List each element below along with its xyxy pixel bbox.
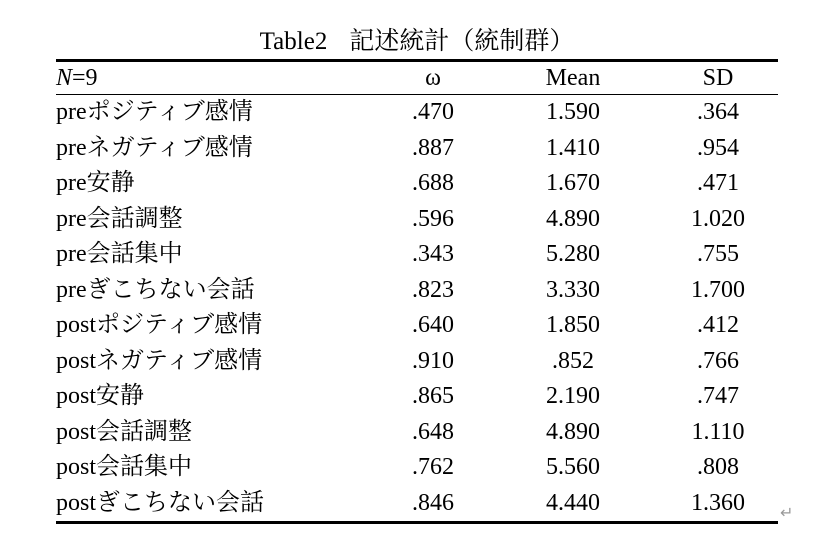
sample-size-header <box>56 61 378 95</box>
table-header <box>56 61 778 95</box>
table-row <box>56 95 778 131</box>
mean-cell: 1.410 <box>546 134 600 161</box>
n-symbol: N <box>56 65 73 91</box>
sd-header: SD <box>658 61 778 95</box>
row-label-cell: postネガティブ感情 <box>56 347 263 374</box>
table-title: 記述統計（統制群） <box>349 28 575 55</box>
sd-cell: .747 <box>697 383 739 409</box>
row-label-cell: postポジティブ感情 <box>56 312 263 338</box>
mean-cell: 5.560 <box>546 454 600 480</box>
sd-cell: 1.110 <box>691 418 745 445</box>
sd-cell: .364 <box>697 99 739 125</box>
omega-cell: .343 <box>412 241 454 267</box>
row-label-cell: pre会話調整 <box>56 205 183 232</box>
omega-header: ω <box>378 61 488 95</box>
table-row <box>56 237 778 273</box>
sd-cell: 1.020 <box>691 205 745 232</box>
table-body <box>56 95 778 523</box>
table-row <box>56 486 778 523</box>
row-label-cell: post安静 <box>56 383 145 409</box>
omega-cell: .846 <box>378 486 488 523</box>
mean-cell: 5.280 <box>546 241 600 267</box>
table-row <box>56 308 778 344</box>
mean-cell: 4.440 <box>488 486 658 523</box>
mean-cell: 1.670 <box>546 170 600 196</box>
sd-cell: .755 <box>697 241 739 267</box>
table-number: Table2 <box>259 28 328 55</box>
sd-cell: .808 <box>697 454 739 480</box>
mean-header: Mean <box>488 61 658 95</box>
sd-cell: .766 <box>697 347 739 374</box>
table-row <box>56 166 778 202</box>
row-label-cell: pre安静 <box>56 170 135 196</box>
mean-cell: 1.850 <box>546 312 600 338</box>
table-row <box>56 344 778 380</box>
omega-cell: .823 <box>412 276 454 303</box>
sd-cell: .471 <box>697 170 739 196</box>
mean-cell: 4.890 <box>546 418 600 445</box>
header-row <box>56 61 778 95</box>
omega-cell: .762 <box>412 454 454 480</box>
omega-cell: .596 <box>412 205 454 232</box>
mean-cell: 2.190 <box>546 383 600 409</box>
paragraph-return-mark: ↵ <box>780 503 794 522</box>
row-label-cell: post会話調整 <box>56 418 193 445</box>
row-label-cell: postぎこちない会話 <box>56 486 378 523</box>
sd-cell: .412 <box>697 312 739 338</box>
mean-cell: 4.890 <box>546 205 600 232</box>
row-label-cell: preネガティブ感情 <box>56 134 253 161</box>
omega-cell: .640 <box>412 312 454 338</box>
table-row <box>56 202 778 238</box>
table-row <box>56 450 778 486</box>
omega-cell: .887 <box>412 134 454 161</box>
table-caption <box>56 26 778 58</box>
row-label-cell: preぎこちない会話 <box>56 276 255 303</box>
row-label-cell: pre会話集中 <box>56 241 183 267</box>
table-row <box>56 273 778 309</box>
descriptive-statistics-table <box>56 59 778 524</box>
omega-cell: .865 <box>412 383 454 409</box>
omega-cell: .688 <box>412 170 454 196</box>
table-row <box>56 131 778 167</box>
sd-cell: .954 <box>697 134 739 161</box>
row-label-cell: preポジティブ感情 <box>56 99 253 125</box>
omega-cell: .910 <box>412 347 454 374</box>
n-value: =9 <box>72 65 98 91</box>
row-label-cell: post会話集中 <box>56 454 193 480</box>
table-row <box>56 415 778 451</box>
omega-cell: .470 <box>412 99 454 125</box>
mean-cell: 3.330 <box>546 276 600 303</box>
omega-cell: .648 <box>412 418 454 445</box>
table-row <box>56 379 778 415</box>
sd-cell: 1.700 <box>691 276 745 303</box>
mean-cell: .852 <box>552 347 594 374</box>
sd-cell: 1.360 <box>658 486 778 523</box>
mean-cell: 1.590 <box>546 99 600 125</box>
